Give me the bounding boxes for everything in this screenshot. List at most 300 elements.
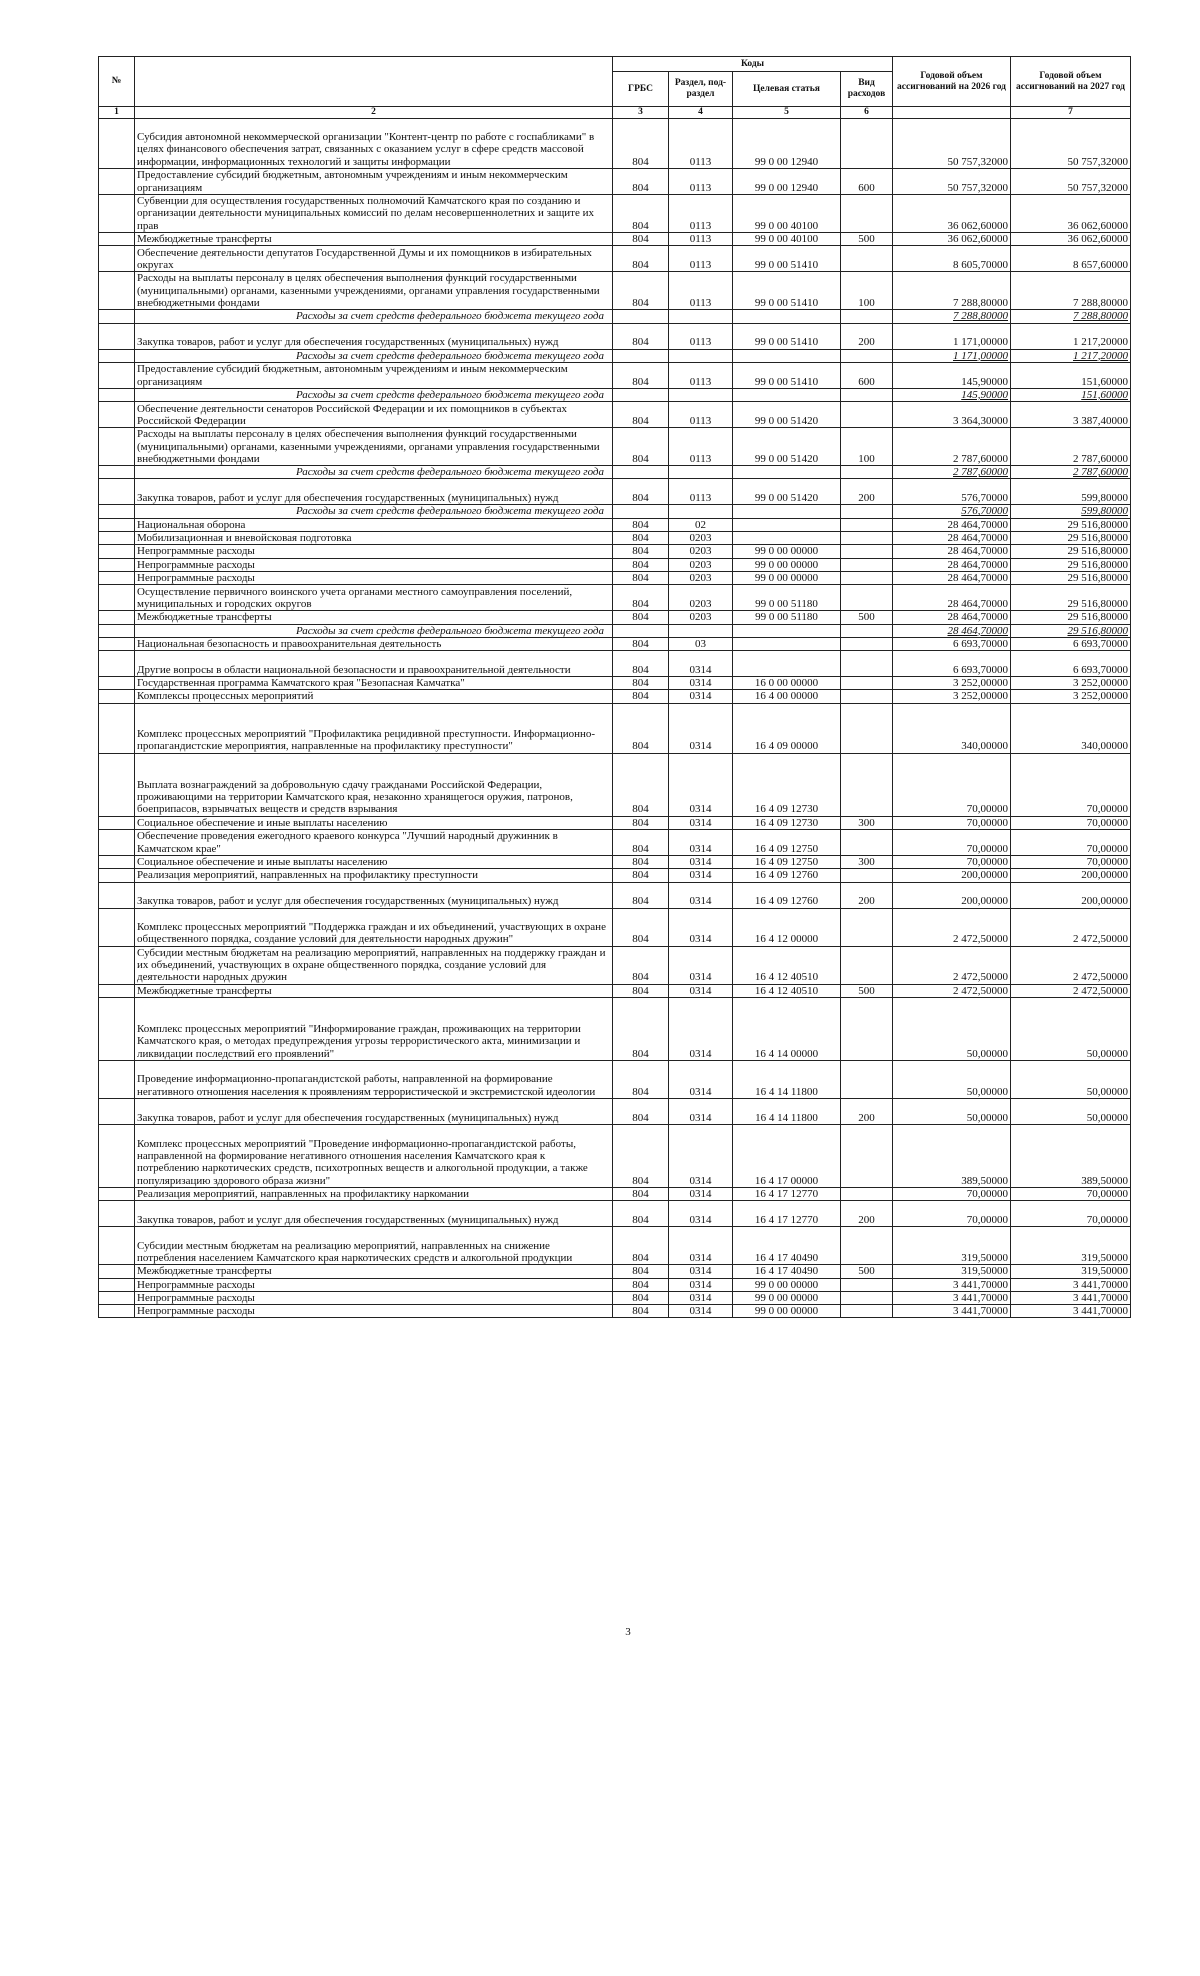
row-grbs: 804 bbox=[613, 703, 669, 753]
row-grbs bbox=[613, 349, 669, 362]
row-number-cell bbox=[99, 830, 135, 856]
row-grbs: 804 bbox=[613, 1305, 669, 1318]
row-sum-2026: 70,00000 bbox=[893, 1187, 1011, 1200]
header-year-2027: Годовой объем ассигнований на 2027 год bbox=[1011, 57, 1131, 107]
row-section: 0314 bbox=[669, 1201, 733, 1227]
row-name: Комплекс процессных мероприятий "Профилактика рецидивной преступности. Информационно-пропагандистские мероприятия, направленные на профилактику преступности" bbox=[135, 703, 613, 753]
row-sum-2027: 1 217,20000 bbox=[1011, 349, 1131, 362]
row-section: 0314 bbox=[669, 1265, 733, 1278]
row-section: 0113 bbox=[669, 323, 733, 349]
row-sum-2027: 151,60000 bbox=[1011, 388, 1131, 401]
row-grbs: 804 bbox=[613, 830, 669, 856]
row-sum-2026: 1 171,00000 bbox=[893, 323, 1011, 349]
row-vid bbox=[841, 1227, 893, 1265]
row-name: Непрограммные расходы bbox=[135, 1278, 613, 1291]
row-sum-2027: 29 516,80000 bbox=[1011, 545, 1131, 558]
row-vid bbox=[841, 349, 893, 362]
row-sum-2026: 2 472,50000 bbox=[893, 908, 1011, 946]
row-sum-2027: 2 787,60000 bbox=[1011, 466, 1131, 479]
row-number-cell bbox=[99, 1098, 135, 1124]
row-section: 0203 bbox=[669, 571, 733, 584]
row-grbs: 804 bbox=[613, 690, 669, 703]
row-target: 16 4 09 12750 bbox=[733, 856, 841, 869]
row-section: 0314 bbox=[669, 753, 733, 816]
row-name: Расходы за счет средств федерального бюджета текущего года bbox=[135, 388, 613, 401]
table-row-note bbox=[99, 505, 1131, 518]
row-grbs: 804 bbox=[613, 545, 669, 558]
row-section bbox=[669, 349, 733, 362]
row-name: Субсидии местным бюджетам на реализацию мероприятий, направленных на снижение потребления населением Камчатского края наркотических средств и алкогольной продукции bbox=[135, 1227, 613, 1265]
row-vid bbox=[841, 651, 893, 677]
row-grbs: 804 bbox=[613, 1060, 669, 1098]
row-sum-2027: 70,00000 bbox=[1011, 753, 1131, 816]
table-row bbox=[99, 169, 1131, 195]
header-year-2026: Годовой объем ассигнований на 2026 год bbox=[893, 57, 1011, 107]
row-section bbox=[669, 466, 733, 479]
row-sum-2027: 2 787,60000 bbox=[1011, 428, 1131, 466]
table-row bbox=[99, 518, 1131, 531]
row-sum-2026: 28 464,70000 bbox=[893, 532, 1011, 545]
row-section: 0203 bbox=[669, 532, 733, 545]
row-sum-2026: 7 288,80000 bbox=[893, 272, 1011, 310]
row-target: 99 0 00 51420 bbox=[733, 428, 841, 466]
row-name: Комплекс процессных мероприятий "Поддержка граждан и их объединений, участвующих в охране общественного порядка, создание условий для деятельности народных дружин" bbox=[135, 908, 613, 946]
row-vid bbox=[841, 997, 893, 1060]
row-section: 0113 bbox=[669, 428, 733, 466]
row-grbs: 804 bbox=[613, 323, 669, 349]
row-name: Мобилизационная и вневойсковая подготовка bbox=[135, 532, 613, 545]
table-row bbox=[99, 703, 1131, 753]
row-sum-2027: 70,00000 bbox=[1011, 1187, 1131, 1200]
row-sum-2027: 50,00000 bbox=[1011, 1098, 1131, 1124]
row-sum-2027: 3 387,40000 bbox=[1011, 402, 1131, 428]
row-vid bbox=[841, 624, 893, 637]
row-name: Расходы на выплаты персоналу в целях обеспечения выполнения функций государственными (муниципальными) органами, казенными учреждениями, органами управления государственными внебюджетными фондами bbox=[135, 428, 613, 466]
row-target: 16 4 09 00000 bbox=[733, 703, 841, 753]
row-vid bbox=[841, 466, 893, 479]
table-row-note bbox=[99, 624, 1131, 637]
row-sum-2026: 2 472,50000 bbox=[893, 946, 1011, 984]
row-sum-2027: 599,80000 bbox=[1011, 479, 1131, 505]
row-section: 0203 bbox=[669, 585, 733, 611]
row-vid bbox=[841, 869, 893, 882]
row-section bbox=[669, 310, 733, 323]
table-row bbox=[99, 1305, 1131, 1318]
row-sum-2027: 29 516,80000 bbox=[1011, 624, 1131, 637]
row-grbs: 804 bbox=[613, 1187, 669, 1200]
row-grbs bbox=[613, 310, 669, 323]
row-sum-2027: 36 062,60000 bbox=[1011, 195, 1131, 233]
row-sum-2026: 28 464,70000 bbox=[893, 585, 1011, 611]
row-sum-2027: 36 062,60000 bbox=[1011, 233, 1131, 246]
budget-table bbox=[98, 56, 1131, 1318]
header-name bbox=[135, 57, 613, 107]
row-grbs: 804 bbox=[613, 946, 669, 984]
row-vid bbox=[841, 402, 893, 428]
row-grbs bbox=[613, 466, 669, 479]
row-name: Другие вопросы в области национальной безопасности и правоохранительной деятельности bbox=[135, 651, 613, 677]
row-section: 0314 bbox=[669, 1291, 733, 1304]
row-section: 0113 bbox=[669, 402, 733, 428]
row-vid bbox=[841, 830, 893, 856]
row-vid bbox=[841, 753, 893, 816]
row-vid bbox=[841, 119, 893, 169]
row-grbs: 804 bbox=[613, 1278, 669, 1291]
row-name: Национальная безопасность и правоохранительная деятельность bbox=[135, 637, 613, 650]
row-vid bbox=[841, 585, 893, 611]
table-row-note bbox=[99, 388, 1131, 401]
row-sum-2026: 145,90000 bbox=[893, 388, 1011, 401]
table-row bbox=[99, 362, 1131, 388]
row-vid bbox=[841, 690, 893, 703]
row-sum-2026: 70,00000 bbox=[893, 856, 1011, 869]
row-sum-2027: 2 472,50000 bbox=[1011, 908, 1131, 946]
row-vid bbox=[841, 1187, 893, 1200]
row-section bbox=[669, 624, 733, 637]
row-name: Непрограммные расходы bbox=[135, 1305, 613, 1318]
row-grbs: 804 bbox=[613, 753, 669, 816]
row-grbs: 804 bbox=[613, 532, 669, 545]
row-vid bbox=[841, 677, 893, 690]
row-name: Выплата вознаграждений за добровольную сдачу гражданами Российской Федерации, проживающими на территории Камчатского края, незаконно хранящегося оружия, патронов, боеприпасов, взрывчатых веществ и средств взрывания bbox=[135, 753, 613, 816]
table-row bbox=[99, 997, 1131, 1060]
row-number-cell bbox=[99, 816, 135, 829]
row-grbs: 804 bbox=[613, 637, 669, 650]
row-sum-2026: 3 441,70000 bbox=[893, 1291, 1011, 1304]
row-number-cell bbox=[99, 388, 135, 401]
row-vid: 200 bbox=[841, 323, 893, 349]
row-grbs: 804 bbox=[613, 233, 669, 246]
row-target: 16 0 00 00000 bbox=[733, 677, 841, 690]
row-target: 16 4 09 12760 bbox=[733, 869, 841, 882]
row-target: 99 0 00 51410 bbox=[733, 323, 841, 349]
row-name: Обеспечение проведения ежегодного краевого конкурса "Лучший народный дружинник в Камчатском крае" bbox=[135, 830, 613, 856]
row-name: Социальное обеспечение и иные выплаты населению bbox=[135, 816, 613, 829]
row-number-cell bbox=[99, 1201, 135, 1227]
row-grbs: 804 bbox=[613, 677, 669, 690]
row-number-cell bbox=[99, 558, 135, 571]
row-sum-2027: 1 217,20000 bbox=[1011, 323, 1131, 349]
row-section: 0314 bbox=[669, 856, 733, 869]
row-target: 16 4 17 40490 bbox=[733, 1265, 841, 1278]
row-sum-2027: 70,00000 bbox=[1011, 1201, 1131, 1227]
table-row bbox=[99, 651, 1131, 677]
row-name: Закупка товаров, работ и услуг для обеспечения государственных (муниципальных) нужд bbox=[135, 479, 613, 505]
row-vid: 200 bbox=[841, 1201, 893, 1227]
row-name: Субвенции для осуществления государственных полномочий Камчатского края по созданию и организации деятельности муниципальных комиссий по делам несовершеннолетних и защите их прав bbox=[135, 195, 613, 233]
row-sum-2026: 2 787,60000 bbox=[893, 466, 1011, 479]
table-row bbox=[99, 1187, 1131, 1200]
row-section: 03 bbox=[669, 637, 733, 650]
row-section: 0203 bbox=[669, 558, 733, 571]
row-grbs: 804 bbox=[613, 479, 669, 505]
row-sum-2026: 70,00000 bbox=[893, 753, 1011, 816]
table-row bbox=[99, 830, 1131, 856]
header-target: Целевая статья bbox=[733, 72, 841, 107]
row-target: 16 4 12 40510 bbox=[733, 984, 841, 997]
row-vid bbox=[841, 545, 893, 558]
row-section: 0314 bbox=[669, 1227, 733, 1265]
row-vid: 600 bbox=[841, 169, 893, 195]
row-sum-2026: 7 288,80000 bbox=[893, 310, 1011, 323]
row-target: 99 0 00 00000 bbox=[733, 545, 841, 558]
table-row bbox=[99, 856, 1131, 869]
row-name: Закупка товаров, работ и услуг для обеспечения государственных (муниципальных) нужд bbox=[135, 882, 613, 908]
row-section: 0314 bbox=[669, 997, 733, 1060]
header-section: Раздел, под-раздел bbox=[669, 72, 733, 107]
row-vid bbox=[841, 1291, 893, 1304]
table-row-note bbox=[99, 466, 1131, 479]
row-sum-2026: 28 464,70000 bbox=[893, 571, 1011, 584]
table-row bbox=[99, 1227, 1131, 1265]
row-sum-2027: 319,50000 bbox=[1011, 1227, 1131, 1265]
row-sum-2027: 50 757,32000 bbox=[1011, 169, 1131, 195]
row-name: Непрограммные расходы bbox=[135, 558, 613, 571]
row-sum-2027: 6 693,70000 bbox=[1011, 651, 1131, 677]
row-sum-2026: 319,50000 bbox=[893, 1227, 1011, 1265]
row-vid bbox=[841, 1124, 893, 1187]
table-row bbox=[99, 1124, 1131, 1187]
row-vid bbox=[841, 637, 893, 650]
row-target: 99 0 00 51180 bbox=[733, 585, 841, 611]
row-sum-2026: 8 605,70000 bbox=[893, 246, 1011, 272]
table-row bbox=[99, 272, 1131, 310]
row-vid bbox=[841, 388, 893, 401]
row-section: 0113 bbox=[669, 246, 733, 272]
row-vid: 500 bbox=[841, 1265, 893, 1278]
row-grbs: 804 bbox=[613, 558, 669, 571]
row-name: Предоставление субсидий бюджетным, автономным учреждениям и иным некоммерческим организациям bbox=[135, 169, 613, 195]
row-section: 0314 bbox=[669, 1098, 733, 1124]
row-name: Реализация мероприятий, направленных на профилактику преступности bbox=[135, 869, 613, 882]
colnum-7a bbox=[893, 107, 1011, 119]
row-sum-2027: 3 441,70000 bbox=[1011, 1305, 1131, 1318]
row-name: Субсидии местным бюджетам на реализацию мероприятий, направленных на поддержку граждан и их объединений, участвующих в охране общественного порядка, создание условий для деятельности народных дружин bbox=[135, 946, 613, 984]
row-name: Расходы за счет средств федерального бюджета текущего года bbox=[135, 349, 613, 362]
table-row bbox=[99, 532, 1131, 545]
row-sum-2027: 29 516,80000 bbox=[1011, 518, 1131, 531]
row-target: 16 4 17 00000 bbox=[733, 1124, 841, 1187]
row-name: Межбюджетные трансферты bbox=[135, 1265, 613, 1278]
row-name: Осуществление первичного воинского учета органами местного самоуправления поселений, муниципальных и городских округов bbox=[135, 585, 613, 611]
row-number-cell bbox=[99, 690, 135, 703]
row-vid bbox=[841, 571, 893, 584]
row-sum-2026: 28 464,70000 bbox=[893, 558, 1011, 571]
row-target: 99 0 00 40100 bbox=[733, 233, 841, 246]
row-number-cell bbox=[99, 169, 135, 195]
row-target bbox=[733, 518, 841, 531]
row-target bbox=[733, 505, 841, 518]
row-section: 0314 bbox=[669, 816, 733, 829]
row-target: 99 0 00 51180 bbox=[733, 611, 841, 624]
row-sum-2026: 28 464,70000 bbox=[893, 545, 1011, 558]
row-number-cell bbox=[99, 505, 135, 518]
row-vid bbox=[841, 1278, 893, 1291]
table-row bbox=[99, 1201, 1131, 1227]
table-row-note bbox=[99, 349, 1131, 362]
row-sum-2026: 200,00000 bbox=[893, 882, 1011, 908]
row-target: 99 0 00 00000 bbox=[733, 571, 841, 584]
row-name: Субсидия автономной некоммерческой организации "Контент-центр по работе с госпабликами" в целях финансового обеспечения затрат, связанных с оказанием услуг в сфере средств массовой информации, информационных технологий и защиты информации bbox=[135, 119, 613, 169]
row-section: 0314 bbox=[669, 677, 733, 690]
table-row bbox=[99, 816, 1131, 829]
row-section: 0314 bbox=[669, 869, 733, 882]
row-name: Закупка товаров, работ и услуг для обеспечения государственных (муниципальных) нужд bbox=[135, 323, 613, 349]
row-vid: 500 bbox=[841, 233, 893, 246]
row-sum-2026: 50,00000 bbox=[893, 997, 1011, 1060]
row-sum-2026: 3 252,00000 bbox=[893, 677, 1011, 690]
row-number-cell bbox=[99, 532, 135, 545]
row-sum-2027: 7 288,80000 bbox=[1011, 310, 1131, 323]
row-number-cell bbox=[99, 1187, 135, 1200]
row-target bbox=[733, 388, 841, 401]
row-sum-2026: 319,50000 bbox=[893, 1265, 1011, 1278]
row-grbs: 804 bbox=[613, 816, 669, 829]
row-section: 0314 bbox=[669, 1060, 733, 1098]
row-sum-2026: 36 062,60000 bbox=[893, 233, 1011, 246]
row-section: 0314 bbox=[669, 984, 733, 997]
row-name: Расходы за счет средств федерального бюджета текущего года bbox=[135, 466, 613, 479]
row-sum-2027: 70,00000 bbox=[1011, 830, 1131, 856]
row-number-cell bbox=[99, 428, 135, 466]
row-sum-2027: 3 441,70000 bbox=[1011, 1278, 1131, 1291]
row-sum-2026: 70,00000 bbox=[893, 830, 1011, 856]
table-row bbox=[99, 753, 1131, 816]
row-section: 0113 bbox=[669, 119, 733, 169]
row-number-cell bbox=[99, 1305, 135, 1318]
row-sum-2026: 576,70000 bbox=[893, 479, 1011, 505]
row-sum-2027: 6 693,70000 bbox=[1011, 637, 1131, 650]
row-sum-2027: 340,00000 bbox=[1011, 703, 1131, 753]
row-number-cell bbox=[99, 479, 135, 505]
row-sum-2026: 6 693,70000 bbox=[893, 637, 1011, 650]
row-name: Расходы за счет средств федерального бюджета текущего года bbox=[135, 505, 613, 518]
row-sum-2027: 8 657,60000 bbox=[1011, 246, 1131, 272]
row-number-cell bbox=[99, 703, 135, 753]
row-grbs: 804 bbox=[613, 869, 669, 882]
row-number-cell bbox=[99, 1265, 135, 1278]
row-target: 16 4 14 11800 bbox=[733, 1098, 841, 1124]
table-header bbox=[99, 57, 1131, 119]
row-grbs: 804 bbox=[613, 908, 669, 946]
row-number-cell bbox=[99, 349, 135, 362]
row-number-cell bbox=[99, 984, 135, 997]
row-number-cell bbox=[99, 362, 135, 388]
row-grbs bbox=[613, 388, 669, 401]
row-grbs: 804 bbox=[613, 1291, 669, 1304]
row-sum-2027: 70,00000 bbox=[1011, 856, 1131, 869]
row-sum-2027: 29 516,80000 bbox=[1011, 532, 1131, 545]
row-target: 99 0 00 00000 bbox=[733, 1291, 841, 1304]
row-number-cell bbox=[99, 869, 135, 882]
row-sum-2026: 576,70000 bbox=[893, 505, 1011, 518]
row-grbs: 804 bbox=[613, 651, 669, 677]
row-number-cell bbox=[99, 233, 135, 246]
table-row bbox=[99, 946, 1131, 984]
table-row bbox=[99, 402, 1131, 428]
row-vid: 200 bbox=[841, 882, 893, 908]
colnum-4: 4 bbox=[669, 107, 733, 119]
row-sum-2027: 3 252,00000 bbox=[1011, 677, 1131, 690]
row-sum-2026: 2 472,50000 bbox=[893, 984, 1011, 997]
row-name: Закупка товаров, работ и услуг для обеспечения государственных (муниципальных) нужд bbox=[135, 1201, 613, 1227]
row-section: 0203 bbox=[669, 545, 733, 558]
row-name: Межбюджетные трансферты bbox=[135, 611, 613, 624]
row-name: Проведение информационно-пропагандистской работы, направленной на формирование негативного отношения населения к проявлениям террористической и экстремистской идеологии bbox=[135, 1060, 613, 1098]
table-row bbox=[99, 677, 1131, 690]
table-row bbox=[99, 690, 1131, 703]
table-row bbox=[99, 869, 1131, 882]
row-grbs: 804 bbox=[613, 246, 669, 272]
row-sum-2027: 3 252,00000 bbox=[1011, 690, 1131, 703]
row-number-cell bbox=[99, 1278, 135, 1291]
row-section: 0314 bbox=[669, 1278, 733, 1291]
row-sum-2026: 3 252,00000 bbox=[893, 690, 1011, 703]
row-number-cell bbox=[99, 1227, 135, 1265]
row-sum-2026: 3 441,70000 bbox=[893, 1278, 1011, 1291]
row-sum-2026: 50 757,32000 bbox=[893, 119, 1011, 169]
row-vid bbox=[841, 1305, 893, 1318]
row-grbs: 804 bbox=[613, 1201, 669, 1227]
row-target: 99 0 00 51410 bbox=[733, 362, 841, 388]
row-sum-2027: 50,00000 bbox=[1011, 1060, 1131, 1098]
row-section: 0314 bbox=[669, 690, 733, 703]
row-section: 0314 bbox=[669, 1187, 733, 1200]
row-sum-2027: 3 441,70000 bbox=[1011, 1291, 1131, 1304]
row-target: 99 0 00 51420 bbox=[733, 479, 841, 505]
row-number-cell bbox=[99, 310, 135, 323]
row-target: 16 4 17 40490 bbox=[733, 1227, 841, 1265]
row-grbs bbox=[613, 624, 669, 637]
row-sum-2026: 145,90000 bbox=[893, 362, 1011, 388]
header-vid: Вид расходов bbox=[841, 72, 893, 107]
row-target: 99 0 00 00000 bbox=[733, 1305, 841, 1318]
colnum-3: 3 bbox=[613, 107, 669, 119]
header-num: № bbox=[99, 57, 135, 107]
row-number-cell bbox=[99, 908, 135, 946]
row-target: 99 0 00 51410 bbox=[733, 246, 841, 272]
row-sum-2027: 319,50000 bbox=[1011, 1265, 1131, 1278]
row-target: 16 4 14 11800 bbox=[733, 1060, 841, 1098]
row-grbs: 804 bbox=[613, 195, 669, 233]
row-vid: 500 bbox=[841, 984, 893, 997]
row-section: 0314 bbox=[669, 1305, 733, 1318]
row-name: Обеспечение деятельности депутатов Государственной Думы и их помощников в избирательных округах bbox=[135, 246, 613, 272]
row-name: Расходы за счет средств федерального бюджета текущего года bbox=[135, 310, 613, 323]
colnum-6: 6 bbox=[841, 107, 893, 119]
row-section: 0314 bbox=[669, 830, 733, 856]
table-row bbox=[99, 323, 1131, 349]
row-grbs: 804 bbox=[613, 119, 669, 169]
row-sum-2027: 50 757,32000 bbox=[1011, 119, 1131, 169]
table-row bbox=[99, 1291, 1131, 1304]
row-number-cell bbox=[99, 545, 135, 558]
row-name: Комплекс процессных мероприятий "Информирование граждан, проживающих на территории Камчатского края, о методах предупреждения угрозы террористического акта, минимизации и ликвидации последствий его проявлений" bbox=[135, 997, 613, 1060]
row-sum-2027: 50,00000 bbox=[1011, 997, 1131, 1060]
row-vid: 200 bbox=[841, 1098, 893, 1124]
row-target bbox=[733, 637, 841, 650]
row-grbs: 804 bbox=[613, 402, 669, 428]
row-section bbox=[669, 505, 733, 518]
row-number-cell bbox=[99, 1291, 135, 1304]
row-number-cell bbox=[99, 1124, 135, 1187]
row-target bbox=[733, 349, 841, 362]
row-vid: 100 bbox=[841, 428, 893, 466]
row-target bbox=[733, 532, 841, 545]
row-name: Национальная оборона bbox=[135, 518, 613, 531]
row-name: Комплексы процессных мероприятий bbox=[135, 690, 613, 703]
row-section: 02 bbox=[669, 518, 733, 531]
